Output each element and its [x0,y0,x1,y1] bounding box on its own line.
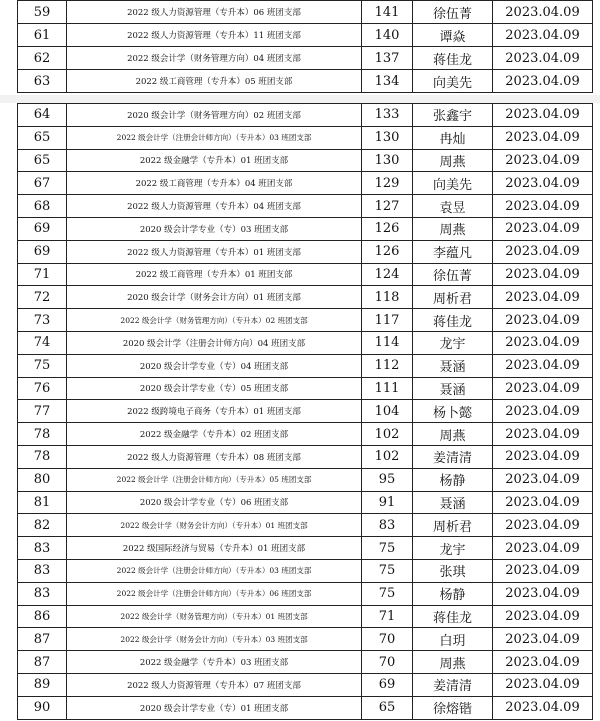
branch-cell: 2020 级会计学（财务会计方向）01 班团支部 [67,286,362,309]
branch-cell: 2022 级国际经济与贸易（专升本）01 班团支部 [67,537,362,560]
score-cell: 70 [362,651,413,674]
name-cell: 蒋佳龙 [413,309,493,332]
branch-cell: 2022 级工商管理（专升本）04 班团支部 [67,172,362,195]
rank-cell: 69 [18,240,67,263]
branch-cell: 2022 级会计学（注册会计师方向）（专升本）03 班团支部 [67,126,362,149]
date-cell: 2023.04.09 [493,582,593,605]
score-cell: 102 [362,445,413,468]
date-cell: 2023.04.09 [493,445,593,468]
date-cell: 2023.04.09 [493,673,593,696]
rank-cell: 62 [18,47,67,70]
name-cell: 聂涵 [413,491,493,514]
date-cell: 2023.04.09 [493,423,593,446]
name-cell: 姜清清 [413,673,493,696]
name-cell: 谭焱 [413,24,493,47]
branch-cell: 2020 级会计学专业（专）06 班团支部 [67,491,362,514]
page-break-gap [0,95,600,103]
name-cell: 周燕 [413,651,493,674]
table-row [18,47,593,70]
score-cell: 102 [362,423,413,446]
date-cell: 2023.04.09 [493,149,593,172]
score-cell: 75 [362,582,413,605]
name-cell: 白玥 [413,628,493,651]
rank-cell: 81 [18,491,67,514]
branch-cell: 2022 级金融学（专升本）02 班团支部 [67,423,362,446]
rank-cell: 72 [18,286,67,309]
date-cell: 2023.04.09 [493,651,593,674]
table-row [18,70,593,93]
table-row [18,514,593,537]
date-cell: 2023.04.09 [493,331,593,354]
name-cell: 杨静 [413,582,493,605]
branch-cell: 2022 级人力资源管理（专升本）07 班团支部 [67,673,362,696]
score-cell: 124 [362,263,413,286]
date-cell: 2023.04.09 [493,195,593,218]
rank-cell: 68 [18,195,67,218]
branch-cell: 2022 级会计学（财务管理方向）（专升本）02 班团支部 [67,309,362,332]
rank-cell: 76 [18,377,67,400]
branch-cell: 2022 级人力资源管理（专升本）01 班团支部 [67,240,362,263]
name-cell: 聂涵 [413,354,493,377]
score-cell: 117 [362,309,413,332]
table-row [18,423,593,446]
score-cell: 127 [362,195,413,218]
table-row [18,696,593,719]
branch-cell: 2020 级会计学（财务管理方向）02 班团支部 [67,104,362,127]
rank-cell: 65 [18,126,67,149]
rank-cell: 61 [18,24,67,47]
table-row [18,24,593,47]
table-row [18,400,593,423]
rank-cell: 82 [18,514,67,537]
table-row [18,628,593,651]
table-row [18,1,593,24]
rank-cell: 80 [18,468,67,491]
rank-cell: 65 [18,149,67,172]
date-cell: 2023.04.09 [493,537,593,560]
rank-cell: 75 [18,354,67,377]
rank-cell: 64 [18,104,67,127]
name-cell: 周燕 [413,423,493,446]
rank-cell: 90 [18,696,67,719]
name-cell: 徐伍菁 [413,1,493,24]
branch-cell: 2020 级会计学（注册会计师方向）04 班团支部 [67,331,362,354]
name-cell: 周析君 [413,286,493,309]
name-cell: 徐熔锴 [413,696,493,719]
score-cell: 75 [362,559,413,582]
name-cell: 蒋佳龙 [413,605,493,628]
branch-cell: 2022 级会计学（财务会计方向）（专升本）01 班团支部 [67,514,362,537]
score-cell: 65 [362,696,413,719]
table-row [18,309,593,332]
table-row [18,104,593,127]
score-cell: 118 [362,286,413,309]
table-row [18,491,593,514]
ranking-table-top-body [18,1,593,93]
score-cell: 140 [362,24,413,47]
rank-cell: 63 [18,70,67,93]
branch-cell: 2022 级会计学（注册会计师方向）（专升本）06 班团支部 [67,582,362,605]
rank-cell: 86 [18,605,67,628]
rank-cell: 78 [18,423,67,446]
date-cell: 2023.04.09 [493,217,593,240]
score-cell: 126 [362,240,413,263]
table-row [18,605,593,628]
name-cell: 徐伍菁 [413,263,493,286]
table-row [18,149,593,172]
branch-cell: 2022 级会计学（财务管理方向）（专升本）01 班团支部 [67,605,362,628]
score-cell: 75 [362,537,413,560]
table-row [18,537,593,560]
rank-cell: 83 [18,559,67,582]
branch-cell: 2020 级会计学专业（专）03 班团支部 [67,217,362,240]
branch-cell: 2022 级人力资源管理（专升本）11 班团支部 [67,24,362,47]
rank-cell: 67 [18,172,67,195]
date-cell: 2023.04.09 [493,559,593,582]
branch-cell: 2022 级人力资源管理（专升本）08 班团支部 [67,445,362,468]
score-cell: 111 [362,377,413,400]
rank-cell: 59 [18,1,67,24]
rank-cell: 77 [18,400,67,423]
table-row [18,582,593,605]
branch-cell: 2022 级会计学（注册会计师方向）（专升本）03 班团支部 [67,559,362,582]
table-row [18,126,593,149]
branch-cell: 2022 级工商管理（专升本）05 班团支部 [67,70,362,93]
name-cell: 蒋佳龙 [413,47,493,70]
score-cell: 95 [362,468,413,491]
branch-cell: 2022 级会计学（财务会计方向）（专升本）03 班团支部 [67,628,362,651]
date-cell: 2023.04.09 [493,309,593,332]
rank-cell: 78 [18,445,67,468]
score-cell: 130 [362,149,413,172]
date-cell: 2023.04.09 [493,1,593,24]
date-cell: 2023.04.09 [493,24,593,47]
rank-cell: 83 [18,582,67,605]
name-cell: 张鑫宇 [413,104,493,127]
score-cell: 141 [362,1,413,24]
score-cell: 91 [362,491,413,514]
name-cell: 张琪 [413,559,493,582]
name-cell: 袁昱 [413,195,493,218]
date-cell: 2023.04.09 [493,605,593,628]
table-row [18,445,593,468]
name-cell: 龙宇 [413,331,493,354]
date-cell: 2023.04.09 [493,263,593,286]
branch-cell: 2022 级会计学（财务管理方向）04 班团支部 [67,47,362,70]
date-cell: 2023.04.09 [493,286,593,309]
date-cell: 2023.04.09 [493,696,593,719]
score-cell: 133 [362,104,413,127]
score-cell: 83 [362,514,413,537]
name-cell: 周燕 [413,149,493,172]
table-row [18,286,593,309]
date-cell: 2023.04.09 [493,377,593,400]
score-cell: 104 [362,400,413,423]
score-cell: 129 [362,172,413,195]
branch-cell: 2022 级金融学（专升本）01 班团支部 [67,149,362,172]
name-cell: 向美先 [413,70,493,93]
date-cell: 2023.04.09 [493,468,593,491]
date-cell: 2023.04.09 [493,400,593,423]
branch-cell: 2020 级会计学专业（专）05 班团支部 [67,377,362,400]
name-cell: 冉灿 [413,126,493,149]
rank-cell: 73 [18,309,67,332]
rank-cell: 69 [18,217,67,240]
rank-cell: 87 [18,628,67,651]
ranking-table-main [17,103,593,720]
score-cell: 71 [362,605,413,628]
score-cell: 130 [362,126,413,149]
name-cell: 李蕴凡 [413,240,493,263]
score-cell: 112 [362,354,413,377]
rank-cell: 71 [18,263,67,286]
name-cell: 向美先 [413,172,493,195]
rank-cell: 87 [18,651,67,674]
table-row [18,673,593,696]
ranking-table-main-body [18,104,593,720]
date-cell: 2023.04.09 [493,126,593,149]
table-row [18,263,593,286]
date-cell: 2023.04.09 [493,354,593,377]
name-cell: 姜清清 [413,445,493,468]
score-cell: 114 [362,331,413,354]
branch-cell: 2020 级会计学专业（专）01 班团支部 [67,696,362,719]
date-cell: 2023.04.09 [493,172,593,195]
name-cell: 周析君 [413,514,493,537]
branch-cell: 2022 级跨境电子商务（专升本）01 班团支部 [67,400,362,423]
date-cell: 2023.04.09 [493,514,593,537]
table-row [18,651,593,674]
table-row [18,195,593,218]
score-cell: 69 [362,673,413,696]
date-cell: 2023.04.09 [493,240,593,263]
score-cell: 70 [362,628,413,651]
table-row [18,217,593,240]
branch-cell: 2022 级人力资源管理（专升本）04 班团支部 [67,195,362,218]
branch-cell: 2022 级金融学（专升本）03 班团支部 [67,651,362,674]
table-row [18,559,593,582]
score-cell: 137 [362,47,413,70]
table-row [18,240,593,263]
table-row [18,468,593,491]
name-cell: 杨卜懿 [413,400,493,423]
name-cell: 杨静 [413,468,493,491]
branch-cell: 2022 级工商管理（专升本）01 班团支部 [67,263,362,286]
name-cell: 龙宇 [413,537,493,560]
score-cell: 134 [362,70,413,93]
rank-cell: 74 [18,331,67,354]
table-row [18,172,593,195]
branch-cell: 2020 级会计学专业（专）04 班团支部 [67,354,362,377]
name-cell: 周燕 [413,217,493,240]
date-cell: 2023.04.09 [493,47,593,70]
date-cell: 2023.04.09 [493,70,593,93]
branch-cell: 2022 级会计学（注册会计师方向）（专升本）05 班团支部 [67,468,362,491]
branch-cell: 2022 级人力资源管理（专升本）06 班团支部 [67,1,362,24]
date-cell: 2023.04.09 [493,491,593,514]
rank-cell: 83 [18,537,67,560]
score-cell: 126 [362,217,413,240]
table-row [18,331,593,354]
table-row [18,354,593,377]
date-cell: 2023.04.09 [493,104,593,127]
rank-cell: 89 [18,673,67,696]
table-row [18,377,593,400]
date-cell: 2023.04.09 [493,628,593,651]
name-cell: 聂涵 [413,377,493,400]
ranking-table-top [17,0,593,93]
